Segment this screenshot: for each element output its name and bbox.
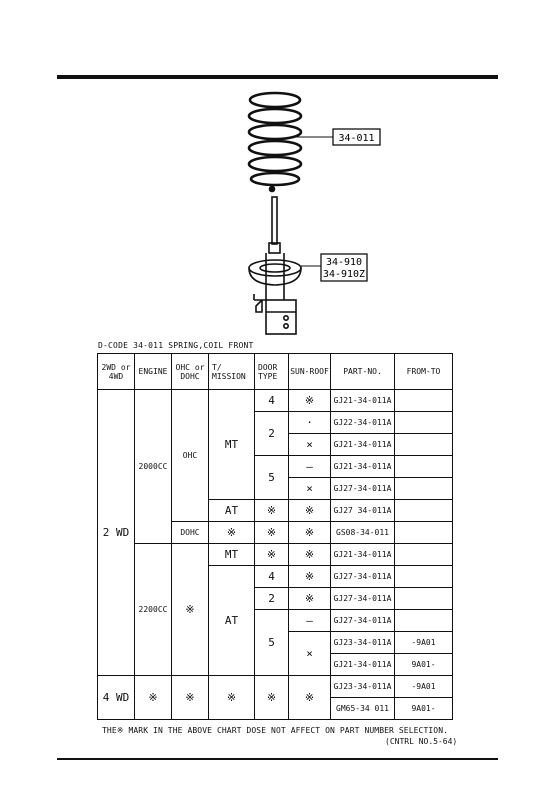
header-mission: T/ MISSION (209, 354, 255, 390)
sunroof-cell: × (289, 632, 331, 676)
drive-cell: 2 WD (98, 390, 135, 676)
valve-cell: OHC (172, 390, 209, 522)
door-cell: 2 (255, 412, 289, 456)
from-to-cell (395, 566, 453, 588)
part-number-cell: GJ23-34-011A (331, 632, 395, 654)
from-to-cell (395, 456, 453, 478)
sunroof-cell: ※ (289, 544, 331, 566)
from-to-cell (395, 522, 453, 544)
from-to-cell (395, 500, 453, 522)
sunroof-cell: ※ (289, 588, 331, 610)
from-to-cell: -9A01 (395, 632, 453, 654)
from-to-cell (395, 610, 453, 632)
part-number-cell: GJ21-34-011A (331, 654, 395, 676)
mission-cell: AT (209, 566, 255, 676)
spring-part-label: 34-011 (338, 133, 375, 144)
bottom-rule (57, 758, 498, 760)
valve-cell: ※ (172, 544, 209, 676)
header-door-type: DOOR TYPE (255, 354, 289, 390)
sunroof-cell: – (289, 610, 331, 632)
mission-cell: ※ (209, 676, 255, 720)
footnote: THE※ MARK IN THE ABOVE CHART DOSE NOT AFFECT ON PART NUMBER SELECTION. (102, 726, 449, 735)
control-number: (CNTRL NO.5-64) (385, 737, 458, 746)
door-cell: ※ (255, 522, 289, 544)
door-cell: ※ (255, 676, 289, 720)
part-number-cell: GJ21-34-011A (331, 390, 395, 412)
part-number-cell: GJ21-34-011A (331, 456, 395, 478)
from-to-cell (395, 588, 453, 610)
engine-cell: 2000CC (135, 390, 172, 544)
header-drive: 2WD or 4WD (98, 354, 135, 390)
valve-cell: ※ (172, 676, 209, 720)
sunroof-cell: ※ (289, 522, 331, 544)
part-number-cell: GJ27-34-011A (331, 478, 395, 500)
part-number-cell: GJ27-34-011A (331, 588, 395, 610)
door-cell: ※ (255, 544, 289, 566)
from-to-cell: -9A01 (395, 676, 453, 698)
header-from-to: FROM-TO (395, 354, 453, 390)
header-part-no: PART-NO. (331, 354, 395, 390)
door-cell: 4 (255, 390, 289, 412)
from-to-cell (395, 390, 453, 412)
mission-cell: MT (209, 544, 255, 566)
strut-part-label: 34-910 (325, 257, 363, 268)
sunroof-cell: ※ (289, 500, 331, 522)
valve-cell: DOHC (172, 522, 209, 544)
header-engine: ENGINE (135, 354, 172, 390)
mission-cell: ※ (209, 522, 255, 544)
table-header-row (98, 354, 453, 390)
table-row (98, 390, 453, 412)
drive-cell: 4 WD (98, 676, 135, 720)
from-to-cell: 9A01- (395, 698, 453, 720)
part-number-cell: GJ21-34-011A (331, 434, 395, 456)
sunroof-cell: · (289, 412, 331, 434)
table-row (98, 544, 453, 566)
engine-cell: 2200CC (135, 544, 172, 676)
part-number-cell: GJ27-34-011A (331, 610, 395, 632)
header-sunroof: SUN-ROOF (289, 354, 331, 390)
door-cell: ※ (255, 500, 289, 522)
table-row (98, 676, 453, 698)
parts-diagram (0, 0, 556, 345)
door-cell: 4 (255, 566, 289, 588)
from-to-cell (395, 434, 453, 456)
from-to-cell: 9A01- (395, 654, 453, 676)
from-to-cell (395, 478, 453, 500)
parts-table (97, 353, 453, 720)
from-to-cell (395, 544, 453, 566)
part-number-cell: GJ27-34-011A (331, 566, 395, 588)
part-number-cell: GJ27 34-011A (331, 500, 395, 522)
door-cell: 5 (255, 456, 289, 500)
sunroof-cell: ※ (289, 566, 331, 588)
part-number-cell: GJ23-34-011A (331, 676, 395, 698)
mission-cell: AT (209, 500, 255, 522)
header-valve: OHC or DOHC (172, 354, 209, 390)
sunroof-cell: – (289, 456, 331, 478)
section-caption: D-CODE 34-011 SPRING,COIL FRONT (98, 341, 254, 350)
sunroof-cell: ※ (289, 390, 331, 412)
engine-cell: ※ (135, 676, 172, 720)
part-number-cell: GJ21-34-011A (331, 544, 395, 566)
coil-spring-icon (249, 93, 301, 191)
sunroof-cell: × (289, 434, 331, 456)
strut-part-label-alt: 34-910Z (322, 269, 366, 280)
door-cell: 2 (255, 588, 289, 610)
door-cell: 5 (255, 610, 289, 676)
part-number-cell: GS08-34-011 (331, 522, 395, 544)
sunroof-cell: × (289, 478, 331, 500)
sunroof-cell: ※ (289, 676, 331, 720)
from-to-cell (395, 412, 453, 434)
strut-assembly-icon (249, 197, 301, 334)
part-number-cell: GM65-34 011 (331, 698, 395, 720)
mission-cell: MT (209, 390, 255, 500)
part-number-cell: GJ22-34-011A (331, 412, 395, 434)
